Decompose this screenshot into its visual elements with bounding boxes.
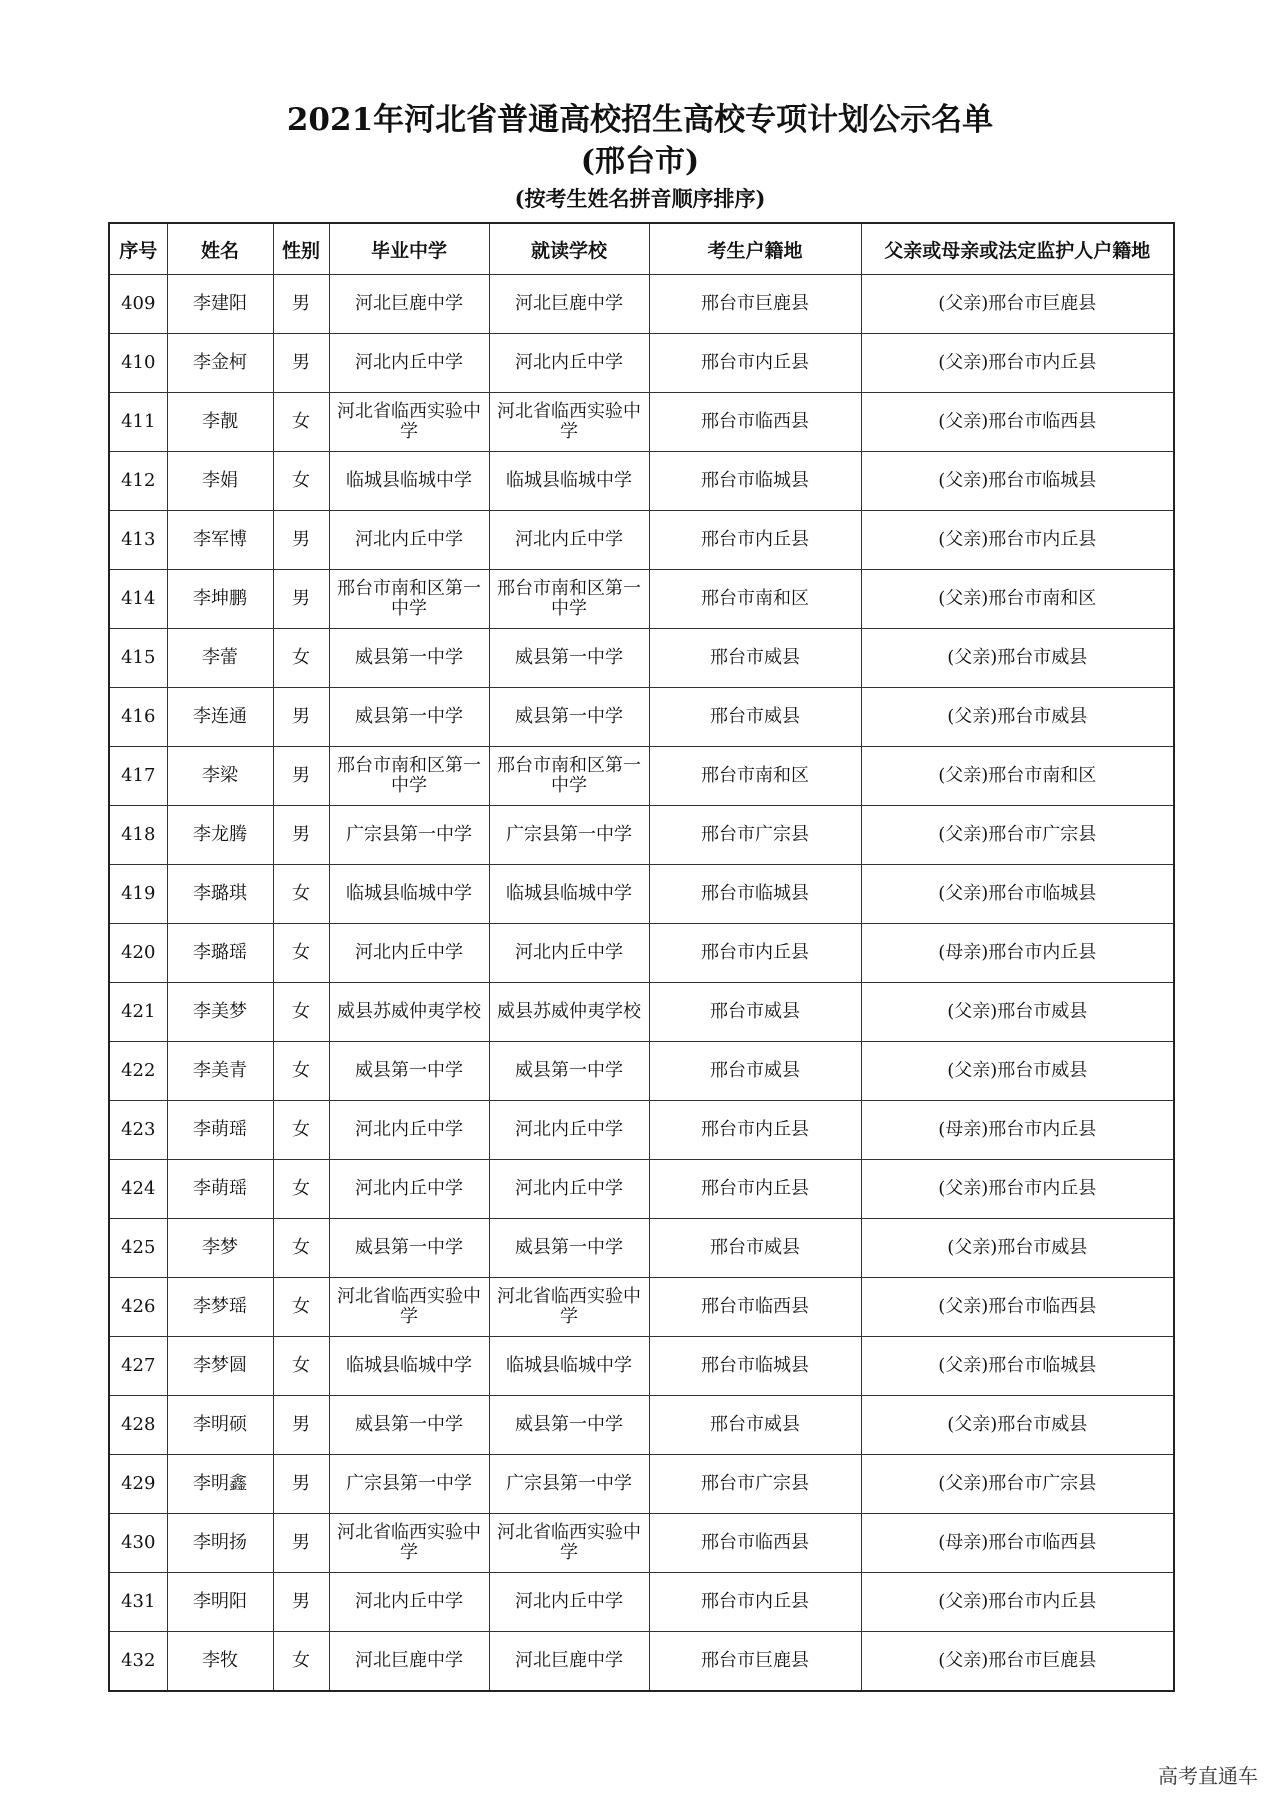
cell-current-school: 邢台市南和区第一中学 [489, 747, 649, 806]
cell-serial-number: 421 [109, 983, 167, 1042]
cell-serial-number: 425 [109, 1219, 167, 1278]
cell-serial-number: 414 [109, 570, 167, 629]
cell-current-school: 威县第一中学 [489, 1219, 649, 1278]
cell-student-residence: 邢台市临城县 [649, 865, 861, 924]
cell-serial-number: 415 [109, 629, 167, 688]
cell-current-school: 河北省临西实验中学 [489, 393, 649, 452]
cell-student-residence: 邢台市南和区 [649, 570, 861, 629]
cell-name: 李牧 [167, 1632, 273, 1692]
table-row [109, 1396, 1174, 1455]
cell-gender: 女 [273, 629, 329, 688]
cell-student-residence: 邢台市威县 [649, 688, 861, 747]
cell-gender: 女 [273, 1278, 329, 1337]
cell-graduation-school: 威县第一中学 [329, 688, 489, 747]
cell-current-school: 河北内丘中学 [489, 1160, 649, 1219]
cell-graduation-school: 河北内丘中学 [329, 1160, 489, 1219]
cell-guardian-residence: (父亲)邢台市威县 [861, 983, 1174, 1042]
table-row [109, 1337, 1174, 1396]
table-row [109, 806, 1174, 865]
cell-current-school: 临城县临城中学 [489, 452, 649, 511]
cell-current-school: 威县苏威仲夷学校 [489, 983, 649, 1042]
cell-student-residence: 邢台市内丘县 [649, 1573, 861, 1632]
cell-name: 李明扬 [167, 1514, 273, 1573]
cell-current-school: 威县第一中学 [489, 1396, 649, 1455]
cell-gender: 男 [273, 1455, 329, 1514]
cell-name: 李梦 [167, 1219, 273, 1278]
cell-gender: 女 [273, 1337, 329, 1396]
table-row [109, 1514, 1174, 1573]
cell-serial-number: 432 [109, 1632, 167, 1692]
cell-student-residence: 邢台市临西县 [649, 393, 861, 452]
cell-gender: 男 [273, 511, 329, 570]
table-row [109, 629, 1174, 688]
cell-guardian-residence: (母亲)邢台市内丘县 [861, 1101, 1174, 1160]
cell-guardian-residence: (父亲)邢台市巨鹿县 [861, 1632, 1174, 1692]
table-row [109, 511, 1174, 570]
cell-name: 李萌瑶 [167, 1101, 273, 1160]
table-row [109, 983, 1174, 1042]
cell-current-school: 河北内丘中学 [489, 924, 649, 983]
cell-current-school: 邢台市南和区第一中学 [489, 570, 649, 629]
cell-gender: 男 [273, 1396, 329, 1455]
cell-name: 李梦圆 [167, 1337, 273, 1396]
cell-guardian-residence: (父亲)邢台市临城县 [861, 452, 1174, 511]
cell-serial-number: 411 [109, 393, 167, 452]
cell-gender: 男 [273, 1573, 329, 1632]
cell-student-residence: 邢台市内丘县 [649, 1101, 861, 1160]
cell-graduation-school: 临城县临城中学 [329, 452, 489, 511]
cell-name: 李靓 [167, 393, 273, 452]
cell-serial-number: 422 [109, 1042, 167, 1101]
cell-gender: 女 [273, 1042, 329, 1101]
cell-guardian-residence: (父亲)邢台市内丘县 [861, 1160, 1174, 1219]
table-header-row [109, 223, 1174, 275]
cell-guardian-residence: (母亲)邢台市内丘县 [861, 924, 1174, 983]
cell-guardian-residence: (父亲)邢台市广宗县 [861, 1455, 1174, 1514]
cell-name: 李蕾 [167, 629, 273, 688]
document-subtitle: (邢台市) [580, 144, 700, 179]
cell-serial-number: 429 [109, 1455, 167, 1514]
cell-current-school: 河北省临西实验中学 [489, 1514, 649, 1573]
cell-graduation-school: 河北内丘中学 [329, 511, 489, 570]
table-row [109, 452, 1174, 511]
cell-student-residence: 邢台市临城县 [649, 1337, 861, 1396]
header-name: 姓名 [167, 223, 273, 275]
cell-gender: 女 [273, 1632, 329, 1692]
cell-guardian-residence: (父亲)邢台市威县 [861, 1219, 1174, 1278]
cell-serial-number: 431 [109, 1573, 167, 1632]
cell-name: 李梦瑶 [167, 1278, 273, 1337]
cell-graduation-school: 广宗县第一中学 [329, 1455, 489, 1514]
cell-gender: 男 [273, 570, 329, 629]
cell-name: 李明阳 [167, 1573, 273, 1632]
cell-student-residence: 邢台市广宗县 [649, 1455, 861, 1514]
header-student-residence: 考生户籍地 [649, 223, 861, 275]
cell-serial-number: 410 [109, 334, 167, 393]
cell-serial-number: 418 [109, 806, 167, 865]
cell-serial-number: 420 [109, 924, 167, 983]
cell-guardian-residence: (父亲)邢台市临城县 [861, 1337, 1174, 1396]
cell-student-residence: 邢台市威县 [649, 1396, 861, 1455]
cell-guardian-residence: (父亲)邢台市威县 [861, 688, 1174, 747]
cell-guardian-residence: (父亲)邢台市南和区 [861, 570, 1174, 629]
cell-graduation-school: 河北内丘中学 [329, 1101, 489, 1160]
cell-serial-number: 428 [109, 1396, 167, 1455]
cell-serial-number: 423 [109, 1101, 167, 1160]
roster-table [108, 222, 1175, 1692]
cell-gender: 男 [273, 688, 329, 747]
cell-guardian-residence: (父亲)邢台市内丘县 [861, 511, 1174, 570]
cell-current-school: 河北内丘中学 [489, 511, 649, 570]
header-graduation-school: 毕业中学 [329, 223, 489, 275]
cell-graduation-school: 河北省临西实验中学 [329, 1514, 489, 1573]
cell-graduation-school: 河北巨鹿中学 [329, 275, 489, 334]
cell-guardian-residence: (父亲)邢台市威县 [861, 629, 1174, 688]
cell-guardian-residence: (父亲)邢台市临西县 [861, 1278, 1174, 1337]
cell-student-residence: 邢台市巨鹿县 [649, 1632, 861, 1692]
table-row [109, 1101, 1174, 1160]
table-row [109, 1042, 1174, 1101]
cell-graduation-school: 威县第一中学 [329, 1042, 489, 1101]
cell-graduation-school: 威县苏威仲夷学校 [329, 983, 489, 1042]
cell-gender: 女 [273, 393, 329, 452]
cell-student-residence: 邢台市临城县 [649, 452, 861, 511]
document-title: 2021年河北省普通高校招生高校专项计划公示名单 [286, 102, 994, 138]
cell-name: 李连通 [167, 688, 273, 747]
cell-graduation-school: 威县第一中学 [329, 629, 489, 688]
cell-serial-number: 409 [109, 275, 167, 334]
cell-current-school: 河北省临西实验中学 [489, 1278, 649, 1337]
cell-student-residence: 邢台市临西县 [649, 1278, 861, 1337]
table-row [109, 275, 1174, 334]
cell-name: 李美梦 [167, 983, 273, 1042]
cell-gender: 女 [273, 983, 329, 1042]
header-gender: 性别 [273, 223, 329, 275]
header-serial-number: 序号 [109, 223, 167, 275]
table-row [109, 924, 1174, 983]
cell-gender: 男 [273, 334, 329, 393]
cell-graduation-school: 威县第一中学 [329, 1396, 489, 1455]
cell-gender: 男 [273, 806, 329, 865]
cell-student-residence: 邢台市巨鹿县 [649, 275, 861, 334]
cell-name: 李明鑫 [167, 1455, 273, 1514]
cell-serial-number: 417 [109, 747, 167, 806]
cell-graduation-school: 河北内丘中学 [329, 1573, 489, 1632]
cell-current-school: 临城县临城中学 [489, 1337, 649, 1396]
cell-graduation-school: 河北内丘中学 [329, 334, 489, 393]
table-row [109, 1160, 1174, 1219]
cell-gender: 男 [273, 747, 329, 806]
table-row [109, 1455, 1174, 1514]
cell-current-school: 广宗县第一中学 [489, 806, 649, 865]
table-row [109, 570, 1174, 629]
cell-gender: 女 [273, 452, 329, 511]
cell-graduation-school: 河北内丘中学 [329, 924, 489, 983]
cell-student-residence: 邢台市威县 [649, 983, 861, 1042]
cell-gender: 男 [273, 1514, 329, 1573]
cell-guardian-residence: (父亲)邢台市南和区 [861, 747, 1174, 806]
cell-guardian-residence: (母亲)邢台市临西县 [861, 1514, 1174, 1573]
cell-student-residence: 邢台市威县 [649, 629, 861, 688]
cell-name: 李金柯 [167, 334, 273, 393]
cell-graduation-school: 临城县临城中学 [329, 865, 489, 924]
cell-graduation-school: 邢台市南和区第一中学 [329, 570, 489, 629]
cell-name: 李坤鹏 [167, 570, 273, 629]
cell-current-school: 河北巨鹿中学 [489, 275, 649, 334]
header-guardian-residence: 父亲或母亲或法定监护人户籍地 [861, 223, 1174, 275]
cell-graduation-school: 广宗县第一中学 [329, 806, 489, 865]
cell-student-residence: 邢台市临西县 [649, 1514, 861, 1573]
table-row [109, 1278, 1174, 1337]
table-row [109, 865, 1174, 924]
table-row [109, 393, 1174, 452]
table-row [109, 688, 1174, 747]
watermark: 高考直通车 [1158, 1764, 1258, 1788]
cell-graduation-school: 威县第一中学 [329, 1219, 489, 1278]
cell-current-school: 威县第一中学 [489, 629, 649, 688]
cell-name: 李军博 [167, 511, 273, 570]
cell-current-school: 河北巨鹿中学 [489, 1632, 649, 1692]
cell-gender: 女 [273, 1160, 329, 1219]
cell-serial-number: 413 [109, 511, 167, 570]
cell-name: 李明硕 [167, 1396, 273, 1455]
cell-current-school: 威县第一中学 [489, 688, 649, 747]
cell-name: 李娟 [167, 452, 273, 511]
cell-student-residence: 邢台市内丘县 [649, 334, 861, 393]
cell-student-residence: 邢台市南和区 [649, 747, 861, 806]
cell-student-residence: 邢台市威县 [649, 1219, 861, 1278]
header-current-school: 就读学校 [489, 223, 649, 275]
table-row [109, 1573, 1174, 1632]
cell-guardian-residence: (父亲)邢台市巨鹿县 [861, 275, 1174, 334]
table-row [109, 1632, 1174, 1692]
cell-guardian-residence: (父亲)邢台市临城县 [861, 865, 1174, 924]
cell-serial-number: 430 [109, 1514, 167, 1573]
table-row [109, 747, 1174, 806]
sort-note: (按考生姓名拼音顺序排序) [514, 186, 766, 211]
cell-graduation-school: 河北省临西实验中学 [329, 1278, 489, 1337]
cell-guardian-residence: (父亲)邢台市威县 [861, 1042, 1174, 1101]
cell-gender: 女 [273, 865, 329, 924]
cell-student-residence: 邢台市内丘县 [649, 1160, 861, 1219]
cell-guardian-residence: (父亲)邢台市内丘县 [861, 1573, 1174, 1632]
cell-current-school: 威县第一中学 [489, 1042, 649, 1101]
cell-gender: 男 [273, 275, 329, 334]
cell-name: 李璐瑶 [167, 924, 273, 983]
cell-current-school: 河北内丘中学 [489, 1101, 649, 1160]
cell-student-residence: 邢台市内丘县 [649, 511, 861, 570]
cell-student-residence: 邢台市威县 [649, 1042, 861, 1101]
cell-serial-number: 419 [109, 865, 167, 924]
table-row [109, 334, 1174, 393]
cell-name: 李龙腾 [167, 806, 273, 865]
cell-student-residence: 邢台市广宗县 [649, 806, 861, 865]
cell-gender: 女 [273, 924, 329, 983]
cell-graduation-school: 河北巨鹿中学 [329, 1632, 489, 1692]
cell-graduation-school: 邢台市南和区第一中学 [329, 747, 489, 806]
cell-name: 李美青 [167, 1042, 273, 1101]
cell-gender: 女 [273, 1219, 329, 1278]
cell-current-school: 临城县临城中学 [489, 865, 649, 924]
cell-current-school: 河北内丘中学 [489, 1573, 649, 1632]
cell-serial-number: 416 [109, 688, 167, 747]
cell-guardian-residence: (父亲)邢台市威县 [861, 1396, 1174, 1455]
cell-name: 李璐琪 [167, 865, 273, 924]
cell-graduation-school: 临城县临城中学 [329, 1337, 489, 1396]
cell-name: 李梁 [167, 747, 273, 806]
cell-name: 李建阳 [167, 275, 273, 334]
cell-current-school: 河北内丘中学 [489, 334, 649, 393]
cell-gender: 女 [273, 1101, 329, 1160]
cell-guardian-residence: (父亲)邢台市内丘县 [861, 334, 1174, 393]
cell-student-residence: 邢台市内丘县 [649, 924, 861, 983]
cell-graduation-school: 河北省临西实验中学 [329, 393, 489, 452]
cell-serial-number: 412 [109, 452, 167, 511]
cell-current-school: 广宗县第一中学 [489, 1455, 649, 1514]
cell-guardian-residence: (父亲)邢台市广宗县 [861, 806, 1174, 865]
table-row [109, 1219, 1174, 1278]
cell-serial-number: 424 [109, 1160, 167, 1219]
cell-serial-number: 427 [109, 1337, 167, 1396]
cell-name: 李萌瑶 [167, 1160, 273, 1219]
table-body [109, 275, 1174, 1692]
cell-guardian-residence: (父亲)邢台市临西县 [861, 393, 1174, 452]
cell-serial-number: 426 [109, 1278, 167, 1337]
